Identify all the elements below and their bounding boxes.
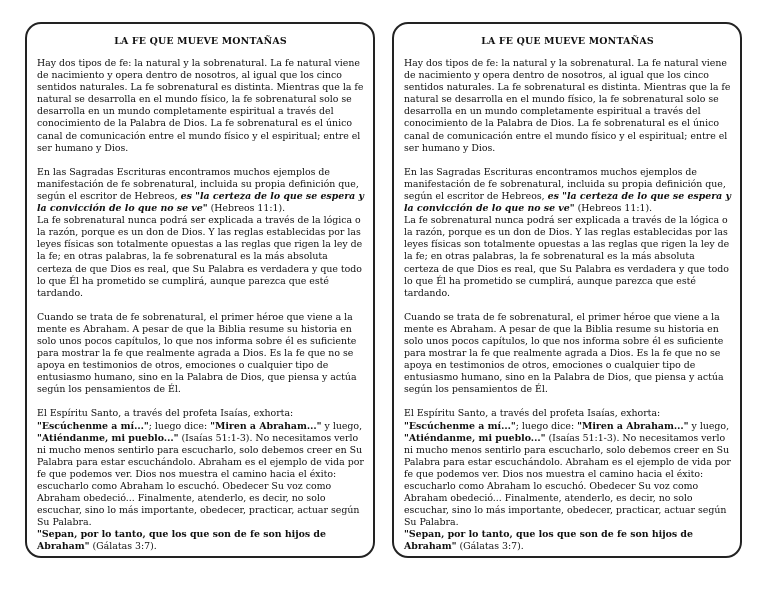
hebrews-quote: es "la certeza de lo que se espera y la convicción de lo que no se ve": [404, 190, 731, 215]
text: En las Sagradas Escrituras encontramos muchos ejemplos de manifestación de fe sobrenatural, incluida su propia definición que, según el escritor de Hebreos,: [404, 166, 726, 202]
card-right: [392, 22, 742, 558]
paragraph-isaiah: [404, 408, 731, 553]
quote-bold: "Escúchenme a mí...": [404, 420, 516, 432]
quote-bold: "Atiéndanme, mi pueblo...": [404, 432, 546, 444]
quote-bold: "Escúchenme a mí...": [37, 420, 149, 432]
galatas-quote: "Sepan, por lo tanto, que los que son de fe son hijos de Abraham": [404, 529, 693, 553]
quote-bold: "Miren a Abraham...": [210, 420, 322, 432]
paragraph-scriptures: [37, 167, 364, 215]
text: y luego,: [321, 420, 363, 432]
paragraph-logic: La fe sobrenatural nunca podrá ser explicada a través de la lógica o la razón, porque es un don de Dios. Y las reglas establecidas por las leyes físicas son totalmente opuestas a las reglas que rigen la ley de la fe; en otras palabras, la fe sobrenatural es la más absoluta certeza de que Dios es real, que Su Palabra es verdadera y que todo lo que Él ha prometido se cumplirá, aunque parezca que esté tardando.: [37, 215, 363, 299]
card-title: LA FE QUE MUEVE MONTAÑAS: [114, 36, 287, 47]
text: El Espíritu Santo, a través del profeta Isaías, exhorta:: [404, 408, 661, 420]
text: ; luego dice:: [148, 420, 211, 432]
paragraph-abraham: Cuando se trata de fe sobrenatural, el primer héroe que viene a la mente es Abraham. A pesar de que la Biblia resume su historia en solo unos pocos capítulos, lo que nos informa sobre él es suficiente para mostrar la fe que realmente agrada a Dios. Es la fe que no se apoya en testimonios de otros, emociones o cualquier tipo de entusiasmo humano, sino en la Palabra de Dios, que piensa y actúa según los pensamientos de Él.: [37, 311, 357, 396]
quote-bold: "Miren a Abraham...": [577, 420, 689, 432]
paragraph-intro: Hay dos tipos de fe: la natural y la sobrenatural. La fe natural viene de nacimiento y opera dentro de nosotros, al igual que los cinco sentidos naturales. La fe sobrenatural es distinta. Mientras que la fe natural se desarrolla en el mundo físico, la fe sobrenatural solo se desarrolla en un mundo completamente espiritual a través del conocimiento de la Palabra de Dios. La fe sobrenatural es el único canal de comunicación entre el mundo físico y el espiritual; entre el ser humano y Dios.: [37, 58, 364, 154]
text: (Gálatas 3:7).: [456, 541, 524, 553]
text: (Hebreos 11:1).: [574, 203, 653, 215]
text: (Isaías 51:1-3). No necesitamos verlo ni mucho menos sentirlo para escucharlo, solo debemos creer en Su Palabra para estar escuchándolo. Abraham es el ejemplo de vida por fe que podemos ver. Dios nos muestra el camino hacia el éxito: escucharlo como Abraham lo escuchó. Obedecer Su voz como Abraham obedeció... Finalmente, atenderlo, es decir, no solo escuchar, sino lo más importante, obedecer, practicar, actuar según Su Palabra.: [37, 432, 364, 529]
text: (Isaías 51:1-3). No necesitamos verlo ni mucho menos sentirlo para escucharlo, solo debemos creer en Su Palabra para estar escuchándolo. Abraham es el ejemplo de vida por fe que podemos ver. Dios nos muestra el camino hacia el éxito: escucharlo como Abraham lo escuchó. Obedecer Su voz como Abraham obedeció... Finalmente, atenderlo, es decir, no solo escuchar, sino lo más importante, obedecer, practicar, actuar según Su Palabra.: [404, 432, 731, 529]
text: (Gálatas 3:7).: [89, 541, 157, 553]
text: El Espíritu Santo, a través del profeta Isaías, exhorta:: [37, 408, 294, 420]
galatas-quote: "Sepan, por lo tanto, que los que son de fe son hijos de Abraham": [37, 529, 326, 553]
text: En las Sagradas Escrituras encontramos muchos ejemplos de manifestación de fe sobrenatural, incluida su propia definición que, según el escritor de Hebreos,: [37, 166, 359, 202]
text: y luego,: [688, 420, 730, 432]
hebrews-quote: es "la certeza de lo que se espera y la convicción de lo que no se ve": [37, 190, 364, 215]
paragraph-isaiah: [37, 408, 364, 553]
card-left: [25, 22, 375, 558]
card-title: LA FE QUE MUEVE MONTAÑAS: [481, 36, 654, 47]
paragraph-abraham: Cuando se trata de fe sobrenatural, el primer héroe que viene a la mente es Abraham. A pesar de que la Biblia resume su historia en solo unos pocos capítulos, lo que nos informa sobre él es suficiente para mostrar la fe que realmente agrada a Dios. Es la fe que no se apoya en testimonios de otros, emociones o cualquier tipo de entusiasmo humano, sino en la Palabra de Dios, que piensa y actúa según los pensamientos de Él.: [404, 311, 724, 396]
text: ; luego dice:: [515, 420, 578, 432]
text: (Hebreos 11:1).: [207, 203, 286, 215]
quote-bold: "Atiéndanme, mi pueblo...": [37, 432, 179, 444]
paragraph-logic: La fe sobrenatural nunca podrá ser explicada a través de la lógica o la razón, porque es un don de Dios. Y las reglas establecidas por las leyes físicas son totalmente opuestas a las reglas que rigen la ley de la fe; en otras palabras, la fe sobrenatural es la más absoluta certeza de que Dios es real, que Su Palabra es verdadera y que todo lo que Él ha prometido se cumplirá, aunque parezca que esté tardando.: [404, 215, 730, 299]
paragraph-scriptures: [404, 167, 731, 215]
paragraph-intro: Hay dos tipos de fe: la natural y la sobrenatural. La fe natural viene de nacimiento y opera dentro de nosotros, al igual que los cinco sentidos naturales. La fe sobrenatural es distinta. Mientras que la fe natural se desarrolla en el mundo físico, la fe sobrenatural solo se desarrolla en un mundo completamente espiritual a través del conocimiento de la Palabra de Dios. La fe sobrenatural es el único canal de comunicación entre el mundo físico y el espiritual; entre el ser humano y Dios.: [404, 58, 731, 154]
